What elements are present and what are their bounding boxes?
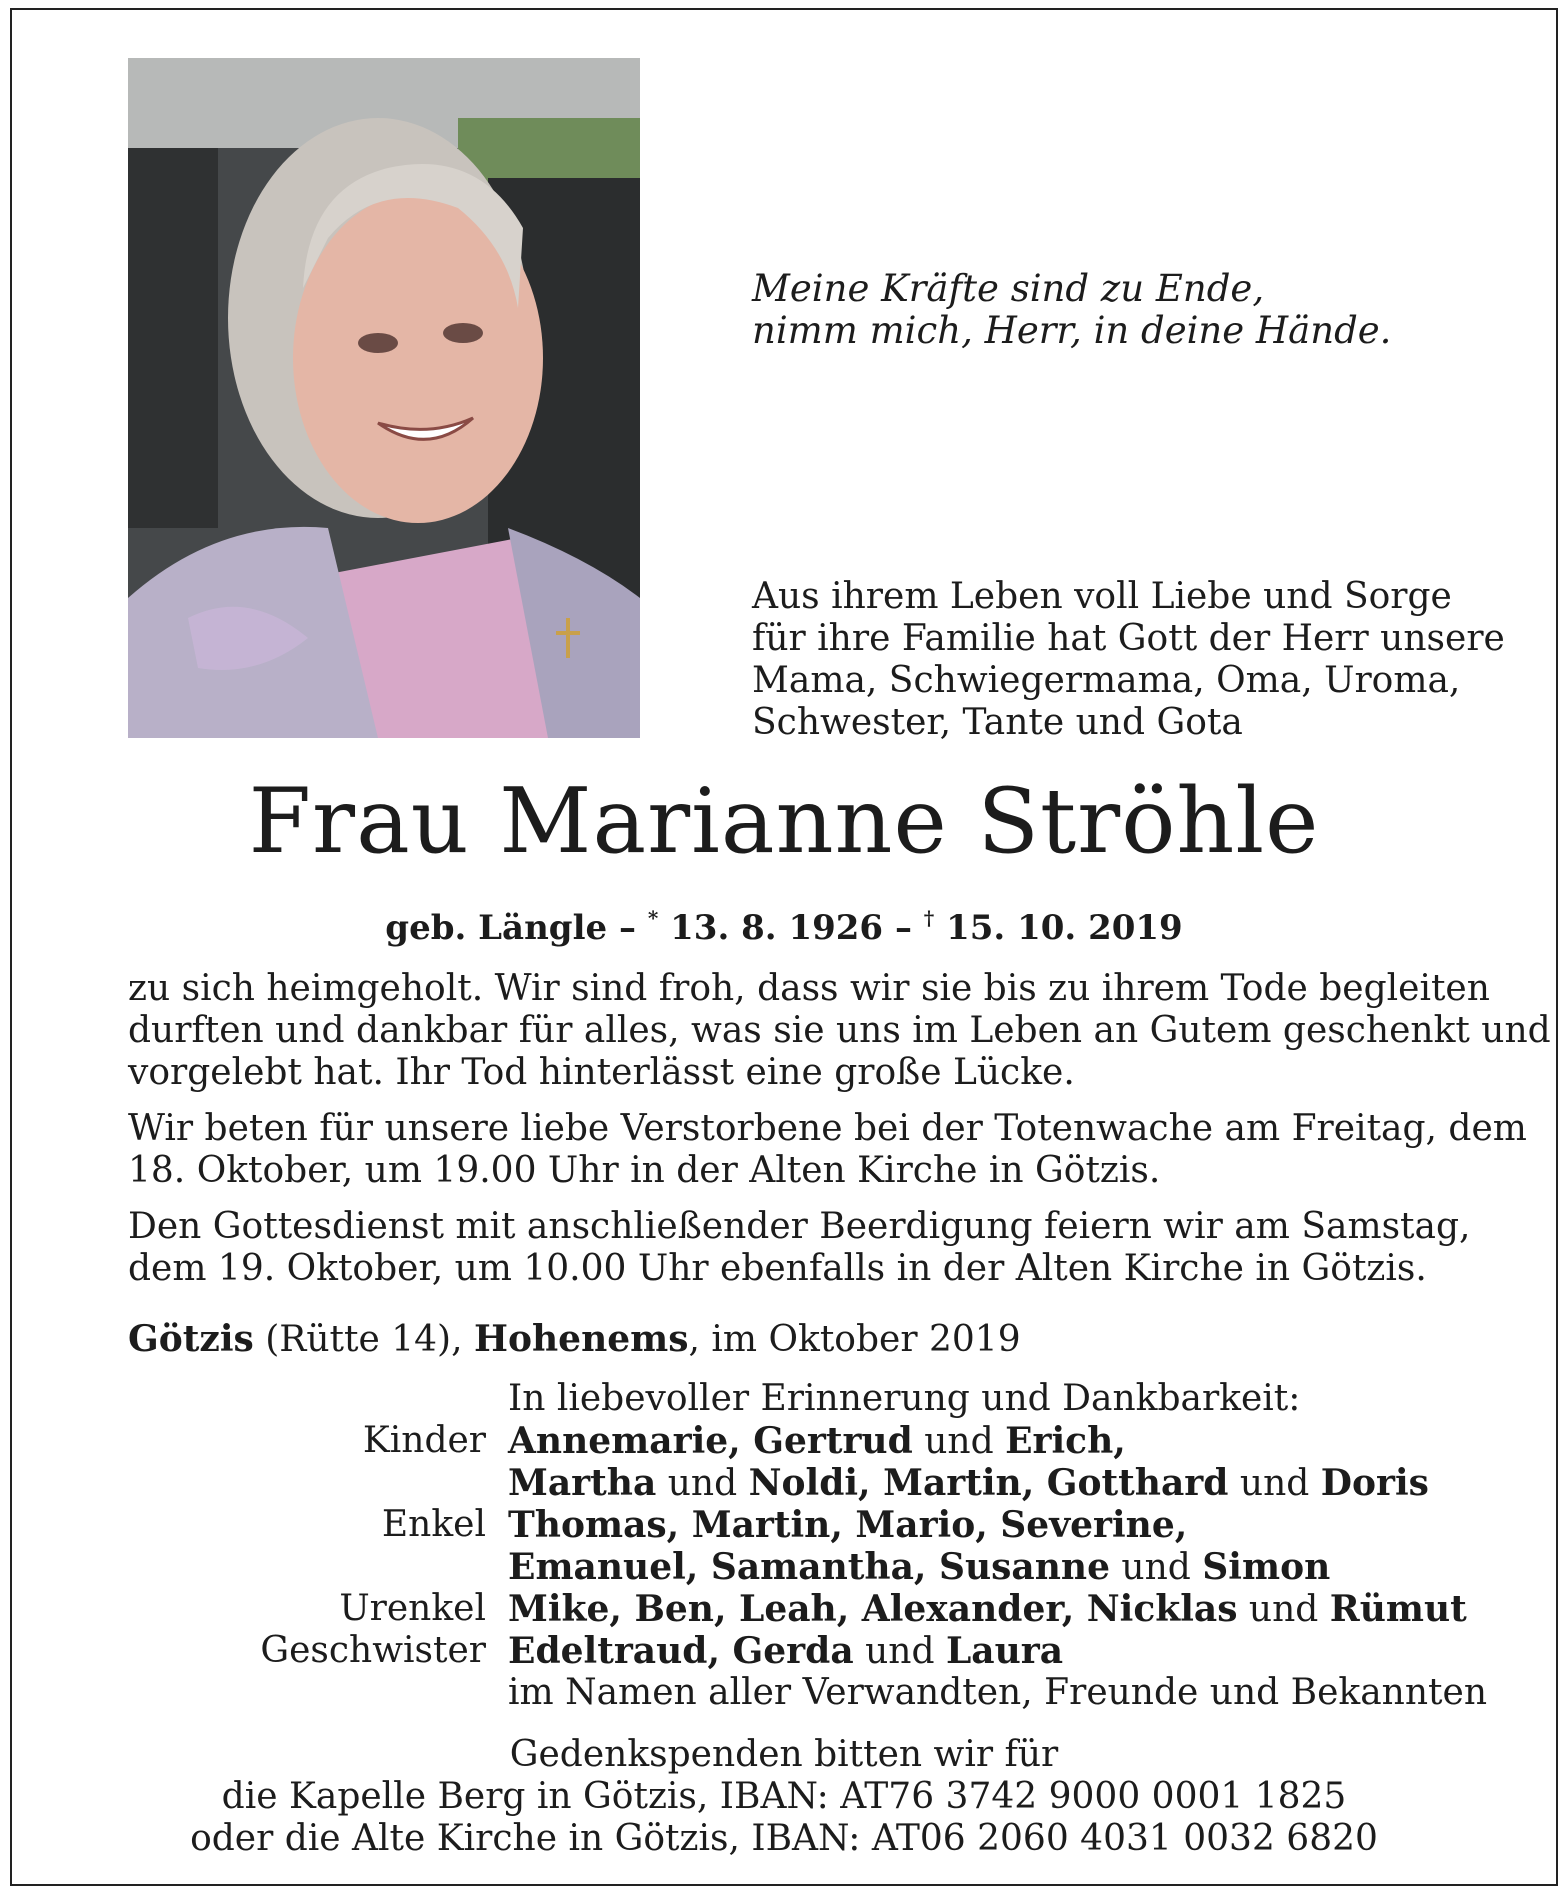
family-row: [0, 1504, 1568, 1546]
verse-line: Meine Kräfte sind zu Ende,: [752, 267, 1265, 310]
relation-label: Geschwister: [260, 1630, 486, 1671]
connector: und: [853, 1631, 946, 1672]
town-name: Hohenems: [473, 1318, 689, 1360]
relation-label: Urenkel: [339, 1588, 486, 1629]
death-symbol: †: [923, 906, 935, 930]
body-line: Den Gottesdienst mit anschließender Beerdigung feiern wir am Samstag,: [128, 1206, 1471, 1247]
deceased-name: Frau Marianne Ströhle: [248, 769, 1320, 874]
intro-line: Mama, Schwiegermama, Oma, Uroma,: [752, 660, 1461, 701]
portrait-photo: [128, 58, 640, 738]
family-row: [0, 1420, 1568, 1462]
names: Thomas, Martin, Mario, Severine,: [508, 1504, 1188, 1546]
body-line: dem 19. Oktober, um 10.00 Uhr ebenfalls in der Alten Kirche in Götzis.: [128, 1248, 1427, 1289]
connector: und: [1237, 1589, 1330, 1630]
intro-line: Aus ihrem Leben voll Liebe und Sorge: [752, 576, 1452, 617]
family-heading: In liebevoller Erinnerung und Dankbarkeit:: [508, 1378, 1301, 1419]
portrait-illustration: [128, 58, 640, 738]
family-row: [0, 1462, 1568, 1504]
town-name: Götzis: [128, 1318, 254, 1360]
maiden-name: geb. Längle: [385, 908, 608, 948]
body-line: durften und dankbar für alles, was sie uns im Leben an Gutem geschenkt und: [128, 1010, 1551, 1051]
intro-text: [752, 576, 1505, 744]
names: Erich,: [1005, 1420, 1126, 1462]
donation-note: [0, 1734, 1568, 1860]
body-paragraph: [128, 1206, 1471, 1290]
body-paragraph: [128, 968, 1551, 1094]
birth-date: 13. 8. 1926: [670, 908, 884, 948]
family-heading-row: [0, 1378, 1568, 1420]
connector: und: [1109, 1547, 1203, 1588]
body-line: 18. Oktober, um 19.00 Uhr in der Alten Kirche in Götzis.: [128, 1150, 1161, 1191]
names: Simon: [1202, 1546, 1331, 1588]
body-line: vorgelebt hat. Ihr Tod hinterlässt eine große Lücke.: [128, 1052, 1075, 1093]
dash: –: [618, 908, 636, 948]
life-dates: [0, 896, 1568, 950]
connector: und: [912, 1421, 1006, 1462]
donation-line: oder die Alte Kirche in Götzis, IBAN: AT06 2060 4031 0032 6820: [190, 1818, 1378, 1859]
names: Martha: [508, 1462, 657, 1504]
body-line: Wir beten für unsere liebe Verstorbene bei der Totenwache am Freitag, dem: [128, 1108, 1527, 1149]
names: Rümut: [1329, 1588, 1467, 1630]
intro-line: Schwester, Tante und Gota: [752, 702, 1243, 743]
family-closing-row: [0, 1672, 1568, 1714]
names: Mike, Ben, Leah, Alexander, Nicklas: [508, 1588, 1238, 1630]
connector: und: [1228, 1463, 1321, 1504]
verse-quote: [752, 268, 1391, 352]
body-paragraph: [128, 1108, 1527, 1192]
body-line: zu sich heimgeholt. Wir sind froh, dass wir sie bis zu ihrem Tode begleiten: [128, 968, 1490, 1009]
address: (Rütte 14),: [253, 1319, 474, 1360]
relation-label: Kinder: [362, 1420, 486, 1461]
family-closing: im Namen aller Verwandten, Freunde und Bekannten: [508, 1672, 1488, 1713]
connector: und: [656, 1463, 749, 1504]
names: Edeltraud, Gerda: [508, 1630, 854, 1672]
donation-line: Gedenkspenden bitten wir für: [509, 1734, 1059, 1775]
names: Annemarie, Gertrud: [508, 1420, 913, 1462]
date-text: , im Oktober 2019: [688, 1319, 1021, 1360]
family-row: [0, 1546, 1568, 1588]
place-date-line: [128, 1318, 1021, 1361]
names: Doris: [1320, 1462, 1429, 1504]
birth-symbol: *: [647, 906, 659, 930]
death-date: 15. 10. 2019: [946, 908, 1183, 948]
names: Emanuel, Samantha, Susanne: [508, 1546, 1110, 1588]
relation-label: Enkel: [381, 1504, 486, 1545]
family-row: [0, 1630, 1568, 1672]
intro-line: für ihre Familie hat Gott der Herr unsere: [752, 618, 1505, 659]
family-row: [0, 1588, 1568, 1630]
verse-line: nimm mich, Herr, in deine Hände.: [752, 309, 1392, 352]
dash: –: [894, 908, 912, 948]
names: Laura: [945, 1630, 1064, 1672]
family-list: [0, 1378, 1568, 1714]
names: Noldi, Martin, Gotthard: [748, 1462, 1229, 1504]
donation-line: die Kapelle Berg in Götzis, IBAN: AT76 3742 9000 0001 1825: [221, 1776, 1347, 1817]
